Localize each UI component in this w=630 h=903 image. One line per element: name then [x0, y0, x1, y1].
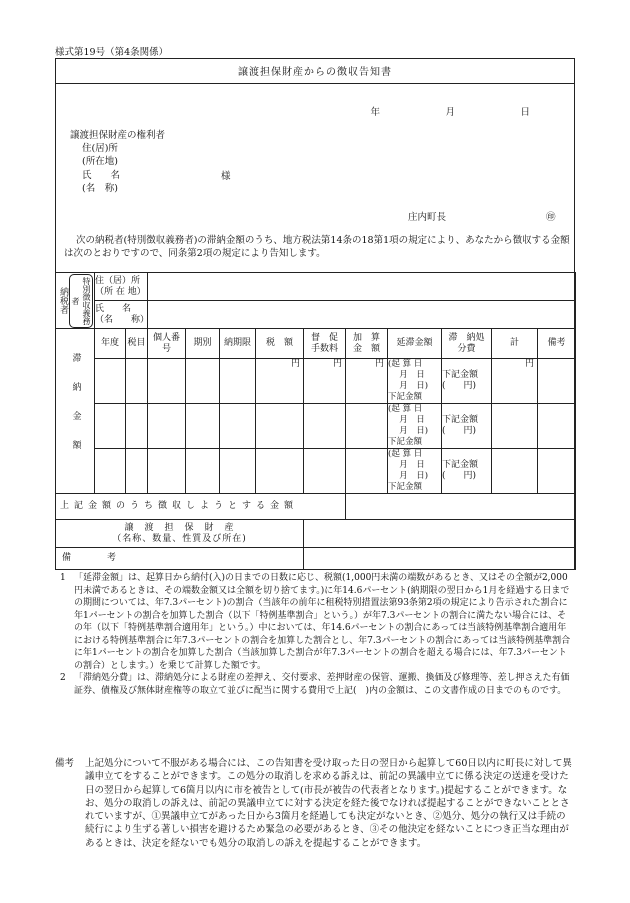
disposal-cost-block: 下記金額 ( 円)	[442, 404, 492, 449]
data-cell	[95, 404, 126, 449]
note-1-text: 「延滞金額」は、起算日から納付(入)の日までの日数に応じ、税額(1,000円未満の端数があるとき、又はその全額が2,000円未満であるときは、その端数金額又は全額を切り捨てます。)に年14.6パーセント(納期限の翌日から1月を経過する日までの期間については、年7.3パーセント)の割合（当該年の前年に租税特別措置法第93条第2項の規定により告示された割合に年1パーセントの割合を加算した割合（以下「特例基準割合」という。）が年7.3パーセントの割合に満たない場合には、その年（以下「特例基準割合適用年」という。）中においては、年14.6パーセントの割合にあっては当該特例基準割合適用年における特例基準割合に年7.3パーセントの割合を加算した割合とし、年7.3パーセントの割合にあっては当該特例基準割合に年1パーセントの割合を加算した割合（当該加算した割合が年7.3パーセントの割合を超える場合には、年7.3パーセントの割合）とします。）を乗じて計算した額です。	[74, 573, 571, 671]
reminder-fee-unit: 円	[304, 359, 346, 404]
form-number: 様式第19号（第4条関係）	[55, 47, 169, 58]
header-tax-amount: 税 額	[256, 329, 304, 359]
data-cell	[95, 449, 126, 494]
late-fee-block: (起 算 日 月 日 月 日) 下記金額	[388, 449, 442, 494]
taxpayer-name-label: 氏 名 （名 称）	[95, 301, 148, 329]
notes	[60, 572, 572, 697]
delinquency-side-label: 滞納金額	[56, 329, 95, 494]
data-cell	[304, 404, 346, 449]
remarks-value	[304, 548, 576, 570]
data-cell	[220, 449, 256, 494]
note-2: 2 「滞納処分費」は、滞納処分による財産の差押え、交付要求、差押財産の保管、運搬、換価及び修理等、差し押さえた有価証券、債権及び無体財産権等の取立て並びに配当に関する費用で上記( )内の金額は、この文書作成の日までのものです。	[60, 672, 572, 697]
data-cell	[304, 449, 346, 494]
data-cell	[95, 359, 126, 404]
header-year: 年度	[95, 329, 126, 359]
addressee-address-alt: (所在地)	[82, 156, 118, 168]
data-cell	[492, 449, 538, 494]
late-fee-block: (起 算 日 月 日 月 日) 下記金額	[388, 359, 442, 404]
header-individual-number: 個人番号	[148, 329, 186, 359]
late-fee-block: (起 算 日 月 日 月 日) 下記金額	[388, 404, 442, 449]
note-1: 1 「延滞金額」は、起算日から納付(入)の日までの日数に応じ、税額(1,000円未満の端数があるとき、又はその全額が2,000円未満であるときは、その端数金額又は全額を切り捨てます。)に年14.6パーセント(納期限の翌日から1月を経過する日までの期間については、年7.3パーセント)の割合（当該年の前年に租税特別措置法第93条第2項の規定により告示された割合に年1パーセントの割合を加算した割合（以下「特例基準割合」という。）が年7.3パーセントの割合に満たない場合には、その年（以下「特例基準割合適用年」という。）中においては、年14.6パーセントの割合にあっては当該特例基準割合適用年における特例基準割合に年7.3パーセントの割合を加算した割合とし、年7.3パーセントの割合にあっては当該特例基準割合に年1パーセントの割合を加算した割合（当該加算した割合が年7.3パーセントの割合を超える場合には、年7.3パーセントの割合）とします。）を乗じて計算した額です。	[60, 573, 571, 671]
collect-amount-value	[346, 494, 576, 520]
addressee-address-label: 住(居)所	[82, 143, 118, 155]
data-cell	[148, 404, 186, 449]
header-reminder-fee: 督 促手数料	[304, 329, 346, 359]
taxpayer-address-label: 住（居）所 （所 在 地）	[95, 273, 148, 301]
issuer-mayor: 庄内町長	[408, 212, 447, 223]
data-cell	[186, 404, 220, 449]
remark-label: 備考	[55, 758, 75, 769]
data-cell	[538, 449, 576, 494]
data-cell	[220, 404, 256, 449]
data-cell	[126, 404, 148, 449]
additional-amount-unit: 円	[346, 359, 388, 404]
property-label: 譲 渡 担 保 財 産 （名称、数量、性質及び所在)	[56, 520, 304, 548]
data-cell	[126, 359, 148, 404]
header-total: 計	[492, 329, 538, 359]
data-cell	[126, 449, 148, 494]
issuer-seal: ㊞	[546, 212, 556, 223]
form-title: 譲渡担保財産からの徴収告知書	[55, 58, 575, 84]
addressee-heading: 譲渡担保財産の権利者	[70, 130, 166, 141]
collect-amount-label: 上記金額のうち徴収しようとする金額	[56, 494, 346, 520]
data-cell	[186, 359, 220, 404]
data-cell	[538, 404, 576, 449]
header-late-fee: 延滞金額	[388, 329, 442, 359]
tax-amount-unit: 円	[256, 359, 304, 404]
header-due-date: 納期限	[220, 329, 256, 359]
data-cell	[492, 404, 538, 449]
data-cell	[186, 449, 220, 494]
remark-text: 上記処分について不服がある場合には、この告知書を受け取った日の翌日から起算して60日以内に町長に対して異議申立てをすることができます。この処分の取消しを求める訴えは、前記の異議申立てに係る決定の送達を受けた日の翌日から起算して6箇月以内に市を被告として(市長が被告の代表者となります。)提起することができます。なお、処分の取消しの訴えは、前記の異議申立てに対する決定を経た後でなければ提起することができないこととされていますが、①異議申立てがあった日から3箇月を経過しても決定がないとき、②処分、処分の執行又は手続の続行により生ずる著しい損害を避けるため緊急の必要があるとき、③その他決定を経ないことにつき正当な理由があるときは、決定を経ないでも処分の取消しの訴えを提起することができます。	[85, 758, 572, 849]
addressee-name-label: 氏 名	[82, 169, 121, 181]
taxpayer-address-value	[148, 273, 576, 301]
addressee-block	[70, 129, 165, 195]
date-line: 年 月 日	[370, 107, 558, 118]
data-cell	[256, 404, 304, 449]
disposal-cost-block: 下記金額 ( 円)	[442, 359, 492, 404]
addressee-name-alt: (名 称)	[82, 182, 118, 194]
remarks-label: 備 考	[56, 548, 304, 570]
note-2-text: 「滞納処分費」は、滞納処分による財産の差押え、交付要求、差押財産の保管、運搬、換価及び修理等、差し押さえた有価証券、債権及び無体財産権等の取立て並びに配当に関する費用で上記( )内の金額は、この文書作成の日までのものです。	[74, 673, 570, 696]
header-tax-item: 税目	[126, 329, 148, 359]
data-cell	[346, 404, 388, 449]
total-unit: 円	[492, 359, 538, 404]
header-period: 期別	[186, 329, 220, 359]
delinquency-table	[55, 272, 576, 570]
disposal-cost-block: 下記金額 ( 円)	[442, 449, 492, 494]
taxpayer-name-value	[148, 301, 576, 329]
data-cell	[148, 359, 186, 404]
property-value	[304, 520, 576, 548]
honorific: 様	[221, 171, 231, 182]
data-cell	[346, 449, 388, 494]
header-remarks: 備考	[538, 329, 576, 359]
intro-text: 次の納税者(特別徴収義務者)の滞納金額のうち、地方税法第14条の18第1項の規定により、あなたから徴収する金額は次のとおりですので、同条第2項の規定により告知します。	[64, 235, 570, 259]
taxpayer-label: 納税者	[58, 287, 68, 314]
header-disposal-cost: 滞 納処分費	[442, 329, 492, 359]
data-cell	[148, 449, 186, 494]
data-cell	[220, 359, 256, 404]
header-additional-amount: 加 算金 額	[346, 329, 388, 359]
data-cell	[256, 449, 304, 494]
taxpayer-label-cell	[56, 273, 95, 329]
data-cell	[538, 359, 576, 404]
special-collector-label: 特別徴収義務者	[69, 274, 93, 328]
remark-section	[55, 757, 575, 850]
